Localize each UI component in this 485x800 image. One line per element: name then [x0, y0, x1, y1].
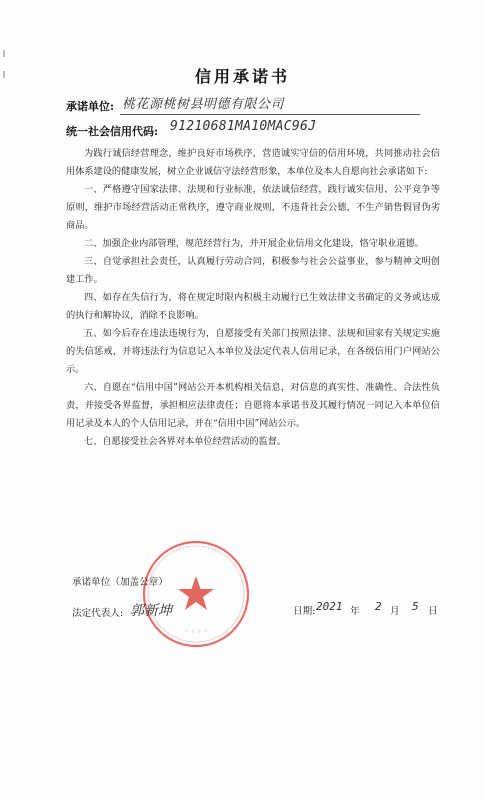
date-day-unit: 日: [428, 606, 438, 617]
paragraph-4: 四、如存在失信行为，将在规定时限内积极主动履行已生效法律文书确定的义务或达成的执行和解协议，消除不良影响。: [66, 292, 440, 321]
pledge-unit-handwritten: 桃花源桃树县明德有限公司: [122, 97, 285, 112]
legal-rep-signature: 郭新坤: [130, 603, 172, 619]
document-title: 信用承诺书: [194, 67, 290, 86]
legal-rep-label: 法定代表人:: [72, 608, 124, 619]
document-body: [66, 145, 440, 451]
paragraph-7: 七、自愿接受社会各界对本单位经营活动的监督。: [84, 436, 287, 447]
paragraph-2: 二、加强企业内部管理，规范经营行为，并开展企业信用文化建设，恪守职业道德。: [84, 238, 424, 249]
paragraph-6: 六、自愿在“信用中国”网站公开本机构相关信息，对信息的真实性、准确性、合法性负责，并接受各界监督，承担相应法律责任；自愿将本承诺书及其履行情况一同记入本单位信用记录及本人的个人信用记录，并在“信用中国”网站公示。: [66, 382, 440, 429]
pledge-unit-label: 承诺单位:: [66, 100, 115, 113]
date-year: 2021: [316, 600, 343, 613]
scan-mark: [3, 50, 5, 57]
paragraph-intro: 为践行诚信经营理念，维护良好市场秩序，营造诚实守信的信用环境，共同推动社会信用体系建设的健康发展，树立企业诚信守法经营形象，本单位及本人自愿向社会承诺如下:: [66, 148, 440, 177]
credit-code-label: 统一社会信用代码:: [66, 125, 159, 138]
pledge-unit-underline: [120, 114, 420, 115]
paragraph-3: 三、自觉承担社会责任，认真履行劳动合同，积极参与社会公益事业，参与精神文明创建工作。: [66, 256, 440, 285]
date-day: 5: [412, 600, 419, 613]
paragraph-5: 五、如今后存在违法违规行为，自愿接受有关部门按照法律、法规和国家有关规定实施的失信惩戒，并将违法行为信息记入本单位及法定代表人信用记录，在各级信用门户网站公示。: [66, 328, 440, 375]
svg-text:◦ ◦ ◦ ◦: ◦ ◦ ◦ ◦: [184, 628, 208, 636]
pledge-unit-seal-label: 承诺单位（加盖公章）: [72, 577, 168, 588]
company-seal: [140, 538, 252, 650]
date-year-unit: 年: [350, 606, 360, 617]
date-label: 日期:: [293, 606, 316, 617]
date-month-unit: 月: [390, 606, 400, 617]
credit-code-handwritten: 91210681MA10MAC96J: [170, 119, 317, 134]
date-month: 2: [375, 600, 382, 613]
paragraph-1: 一、严格遵守国家法律、法规和行业标准，依法诚信经营，践行诚实信用、公平竞争等原则，维护市场经营活动正常秩序，遵守商业规则，不违背社会公德，不生产销售假冒伪劣商品。: [66, 184, 440, 231]
